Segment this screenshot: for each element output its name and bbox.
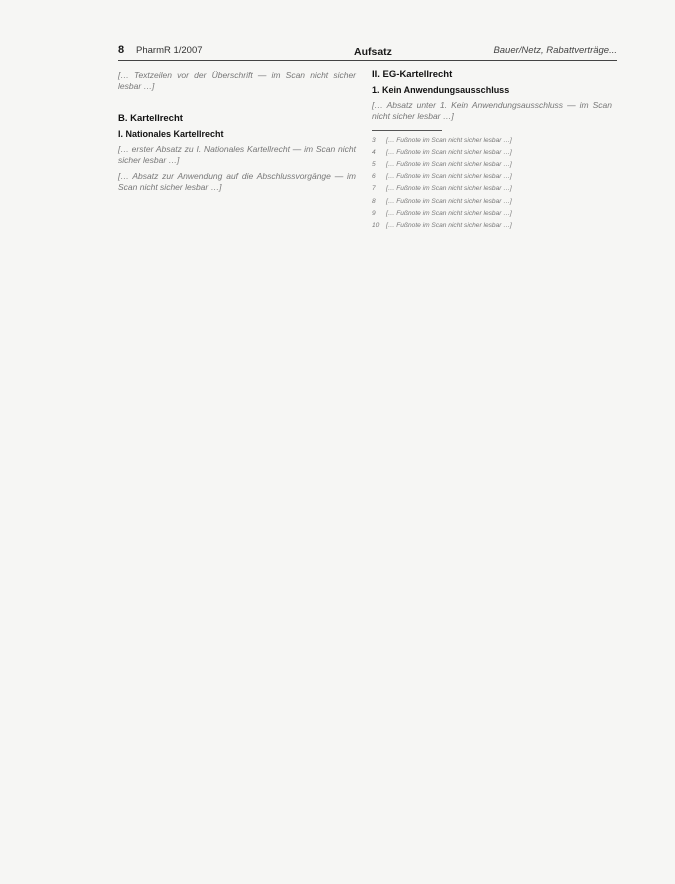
- footnote: [372, 137, 612, 145]
- footnote: [372, 173, 612, 181]
- footnote: [372, 149, 612, 157]
- footnote-text: [… Fußnote im Scan nicht sicher lesbar …]: [386, 222, 512, 230]
- body-paragraph: [… Absatz unter 1. Kein Anwendungsausschluss — im Scan nicht sicher lesbar …]: [372, 99, 612, 121]
- footnote-text: [… Fußnote im Scan nicht sicher lesbar …]: [386, 148, 512, 156]
- heading-eg-kartellrecht: II. EG-Kartellrecht: [372, 69, 453, 80]
- intro-paragraph: [… Textzeilen vor der Überschrift — im Scan nicht sicher lesbar …]: [118, 70, 356, 91]
- section-label: Aufsatz: [354, 46, 392, 58]
- footnote-number: 8: [372, 197, 376, 205]
- footnote-number: 7: [372, 185, 376, 193]
- footnote: [372, 198, 612, 206]
- body-paragraph: [… erster Absatz zu I. Nationales Kartellrecht — im Scan nicht sicher lesbar …]: [118, 143, 356, 165]
- heading-nationales-kartellrecht: I. Nationales Kartellrecht: [118, 128, 224, 139]
- header-rule: [118, 60, 617, 61]
- footnote-separator: [372, 130, 442, 131]
- footnote: [372, 185, 612, 193]
- footnote-number: 6: [372, 173, 376, 181]
- footnote: [372, 210, 612, 218]
- footnote-number: 10: [372, 222, 380, 230]
- footnotes: [372, 137, 612, 231]
- footnote-number: 5: [372, 161, 376, 169]
- left-column: [118, 70, 356, 199]
- footnote-text: [… Fußnote im Scan nicht sicher lesbar …]: [386, 185, 512, 193]
- footnote-text: [… Fußnote im Scan nicht sicher lesbar …]: [386, 161, 512, 169]
- heading-kein-anwendungsausschluss: 1. Kein Anwendungsausschluss: [372, 84, 510, 95]
- right-column: [372, 70, 612, 234]
- footnote-number: 9: [372, 209, 376, 217]
- footnote-text: [… Fußnote im Scan nicht sicher lesbar …]: [386, 173, 512, 181]
- heading-b-kartellrecht: B. Kartellrecht: [118, 112, 183, 124]
- footnote-text: [… Fußnote im Scan nicht sicher lesbar …]: [386, 209, 512, 217]
- page-number: 8: [118, 44, 125, 56]
- running-authors: Bauer/Netz, Rabattverträge...: [493, 45, 617, 56]
- footnote: [372, 222, 612, 230]
- footnote-number: 3: [372, 136, 376, 144]
- journal-citation: PharmR 1/2007: [136, 45, 203, 56]
- running-header: [118, 44, 617, 62]
- footnote-number: 4: [372, 148, 376, 156]
- footnote-text: [… Fußnote im Scan nicht sicher lesbar …]: [386, 197, 512, 205]
- footnote: [372, 161, 612, 169]
- body-paragraph: [… Absatz zur Anwendung auf die Abschlussvorgänge — im Scan nicht sicher lesbar …]: [118, 171, 356, 193]
- footnote-text: [… Fußnote im Scan nicht sicher lesbar …]: [386, 136, 512, 144]
